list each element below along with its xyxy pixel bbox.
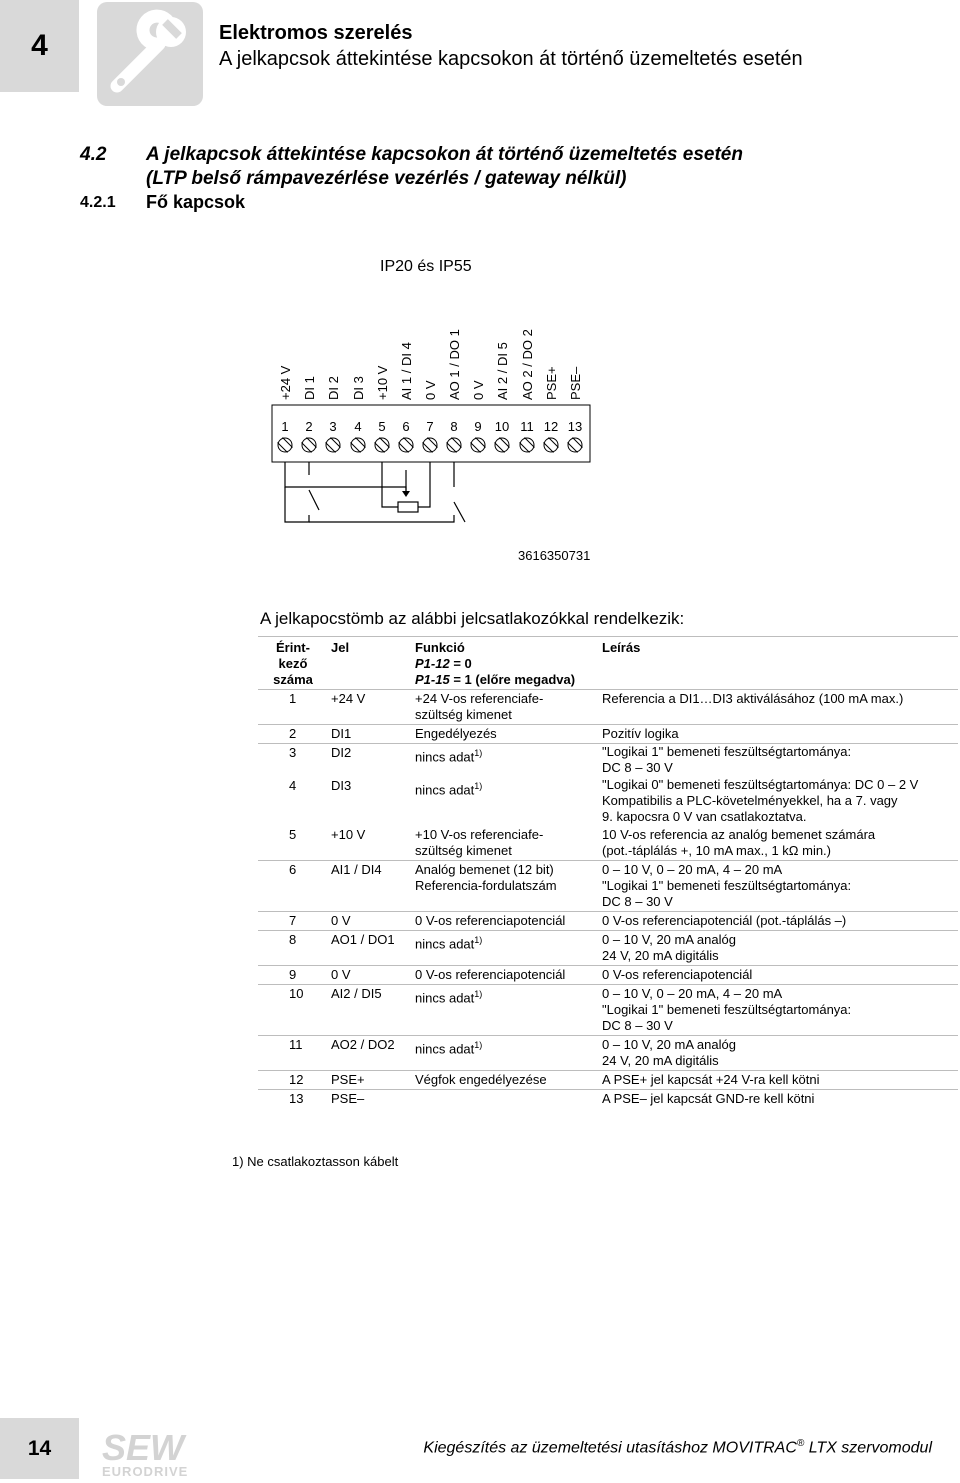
cell-terminal-number: 9 [258, 966, 328, 985]
wiring-lines [285, 462, 465, 522]
terminal-screw-icon [568, 438, 583, 453]
table-row [258, 861, 958, 912]
terminal-signal-label: 0 V [471, 380, 486, 400]
cell-function: nincs adat$^{1)}$ [412, 744, 599, 778]
table-row [258, 744, 958, 778]
cell-function: Engedélyezés [412, 725, 599, 744]
cell-terminal-number: 13 [258, 1090, 328, 1109]
terminal-screw-icon [423, 438, 438, 453]
svg-text:EURODRIVE: EURODRIVE [102, 1464, 189, 1478]
terminal-screw-icon [326, 438, 341, 453]
cell-signal: AI2 / DI5 [328, 985, 412, 1036]
terminal-number-label: 5 [378, 419, 386, 434]
table-row [258, 826, 958, 861]
table-row [258, 931, 958, 966]
terminal-diagram [0, 0, 960, 600]
terminal-signal-label: DI 2 [326, 376, 341, 400]
table-row [258, 690, 958, 725]
cell-signal: DI3 [331, 778, 352, 793]
terminal-number-label: 12 [543, 419, 559, 434]
terminal-screw-icon [399, 438, 414, 453]
terminal-signal-label: AO 2 / DO 2 [520, 329, 535, 400]
cell-description: 0 – 10 V, 0 – 20 mA, 4 – 20 mA "Logikai 1" bemeneti feszültségtartománya: DC 8 – 30 V [599, 985, 958, 1036]
terminal-signal-label: AO 1 / DO 1 [447, 329, 462, 400]
table-row [258, 985, 958, 1036]
cell-signal: AI1 / DI4 [328, 861, 412, 912]
cell-terminal-number: 4 [289, 778, 297, 793]
cell-function: +10 V-os referenciafe- szültség kimenet [415, 827, 544, 858]
cell-function: nincs adat$^{1)}$ [415, 781, 483, 798]
terminal-number-label: 7 [426, 419, 434, 434]
terminal-signal-label: PSE+ [544, 366, 559, 400]
page-number: 14 [27, 1436, 52, 1460]
cell-function: 0 V-os referenciapotenciál [412, 966, 599, 985]
section-number: 4.2 [80, 144, 107, 165]
terminal-number-label: 2 [305, 419, 313, 434]
table-row [258, 966, 958, 985]
terminal-table [258, 636, 958, 1108]
terminal-screw-icon [471, 438, 486, 453]
cell-signal: PSE– [328, 1090, 412, 1109]
cell-description: 10 V-os referencia az analóg bemenet számára (pot.-táplálás +, 10 mA max., 1 kΩ min.) [602, 827, 876, 858]
cell-terminal-number: 10 [258, 985, 328, 1036]
cell-terminal-number: 11 [258, 1036, 328, 1071]
terminal-number-label: 3 [329, 419, 337, 434]
cell-terminal-number: 1 [258, 690, 328, 725]
cell-signal: 0 V [328, 966, 412, 985]
header-signal: Jel [331, 640, 350, 655]
terminal-number-label: 8 [450, 419, 458, 434]
cell-description: "Logikai 1" bemeneti feszültségtartománya: DC 8 – 30 V [599, 744, 958, 778]
header-terminal-number: Érint- kező száma [273, 640, 313, 687]
subsection-title: Fő kapcsok [146, 192, 246, 212]
terminal-screw-icon [351, 438, 366, 453]
cell-terminal-number: 3 [258, 744, 328, 778]
table-row [258, 725, 958, 744]
terminal-signal-label: 0 V [423, 380, 438, 400]
cell-description: 0 – 10 V, 0 – 20 mA, 4 – 20 mA "Logikai 1" bemeneti feszültségtartománya: DC 8 – 30 V [599, 861, 958, 912]
cell-description: 0 V-os referenciapotenciál (pot.-táplálás –) [599, 912, 958, 931]
terminal-screw-icon [278, 438, 293, 453]
cell-function: nincs adat$^{1)}$ [412, 985, 599, 1036]
cell-function [412, 1090, 599, 1109]
svg-text:SEW: SEW [102, 1428, 185, 1468]
cell-signal: PSE+ [328, 1071, 412, 1090]
terminal-signal-label: AI 2 / DI 5 [495, 342, 510, 400]
document-title: Kiegészítés az üzemeltetési utasításhoz MOVITRAC® LTX szervomodul [423, 1438, 932, 1457]
terminal-signal-label: +10 V [375, 365, 390, 400]
cell-function: nincs adat$^{1)}$ [412, 931, 599, 966]
cell-description: A PSE– jel kapcsát GND-re kell kötni [599, 1090, 958, 1109]
table-row [258, 1090, 958, 1109]
cell-description: 0 – 10 V, 20 mA analóg 24 V, 20 mA digitális [599, 1036, 958, 1071]
cell-function: nincs adat$^{1)}$ [412, 1036, 599, 1071]
footnote: 1) Ne csatlakoztasson kábelt [232, 1154, 399, 1169]
cell-signal: DI1 [328, 725, 412, 744]
page-number-tab [0, 1418, 79, 1479]
cell-terminal-number: 12 [258, 1071, 328, 1090]
header-description: Leírás [602, 640, 641, 655]
table-row [258, 1036, 958, 1071]
terminal-signal-label: PSE– [568, 366, 583, 400]
cell-description: "Logikai 0" bemeneti feszültségtartománya: DC 0 – 2 V Kompatibilis a PLC-követelményekkel, ha a 7. vagy 9. kapocsra 0 V van csatlakoztatva. [602, 777, 919, 824]
cell-terminal-number: 6 [258, 861, 328, 912]
cell-description: 0 – 10 V, 20 mA analóg 24 V, 20 mA digitális [599, 931, 958, 966]
table-row [258, 777, 958, 826]
cell-signal: AO2 / DO2 [328, 1036, 412, 1071]
cell-terminal-number: 2 [258, 725, 328, 744]
chapter-number: 4 [31, 29, 48, 62]
cell-terminal-number: 8 [258, 931, 328, 966]
terminal-signal-label: DI 3 [351, 376, 366, 400]
terminal-number-label: 9 [474, 419, 482, 434]
terminal-signal-label: DI 1 [302, 376, 317, 400]
figure-title: IP20 és IP55 [380, 258, 472, 275]
terminal-screw-icon [520, 438, 535, 453]
cell-function: Analóg bemenet (12 bit) Referencia-fordulatszám [412, 861, 599, 912]
table-header-row [258, 637, 958, 690]
cell-description: 0 V-os referenciapotenciál [599, 966, 958, 985]
cell-description: Referencia a DI1…DI3 aktiválásához (100 mA max.) [599, 690, 958, 725]
sew-eurodrive-logo [100, 1428, 220, 1478]
figure-id: 3616350731 [518, 548, 591, 563]
terminal-screw-icon [544, 438, 559, 453]
page-header-title: Elektromos szerelés [219, 22, 413, 44]
terminal-screw-icon [302, 438, 317, 453]
cell-function: Végfok engedélyezése [412, 1071, 599, 1090]
cell-terminal-number: 7 [258, 912, 328, 931]
terminal-number-label: 10 [494, 419, 510, 434]
terminal-signal-label: +24 V [278, 365, 293, 400]
cell-function: 0 V-os referenciapotenciál [412, 912, 599, 931]
subsection-number: 4.2.1 [80, 194, 116, 211]
cell-signal: AO1 / DO1 [328, 931, 412, 966]
cell-signal: DI2 [328, 744, 412, 778]
table-row [258, 912, 958, 931]
cell-function: +24 V-os referenciafe- szültség kimenet [412, 690, 599, 725]
terminal-number-label: 11 [520, 419, 534, 434]
section-title-line2: (LTP belső rámpavezérlése vezérlés / gateway nélkül) [146, 168, 627, 189]
section-title-line1: A jelkapcsok áttekintése kapcsokon át történő üzemeltetés esetén [146, 144, 743, 165]
terminal-number-label: 4 [354, 419, 362, 434]
terminal-screw-icon [447, 438, 462, 453]
terminal-number-label: 13 [567, 419, 583, 434]
cell-terminal-number: 5 [289, 827, 297, 842]
page-header-subtitle: A jelkapcsok áttekintése kapcsokon át történő üzemeltetés esetén [219, 48, 803, 70]
terminal-signal-label: AI 1 / DI 4 [399, 342, 414, 400]
cell-description: Pozitív logika [599, 725, 958, 744]
header-function: Funkció P1-12 = 0 P1-15 = 1 (előre megadva) [415, 640, 576, 687]
terminal-screw-icon [375, 438, 390, 453]
terminal-screw-icon [495, 438, 510, 453]
table-row [258, 1071, 958, 1090]
terminal-number-label: 6 [402, 419, 410, 434]
terminal-number-label: 1 [281, 419, 289, 434]
cell-signal: 0 V [328, 912, 412, 931]
intro-text: A jelkapocstömb az alábbi jelcsatlakozókkal rendelkezik: [260, 609, 685, 628]
cell-signal: +24 V [328, 690, 412, 725]
cell-signal: +10 V [331, 827, 366, 842]
cell-description: A PSE+ jel kapcsát +24 V-ra kell kötni [599, 1071, 958, 1090]
